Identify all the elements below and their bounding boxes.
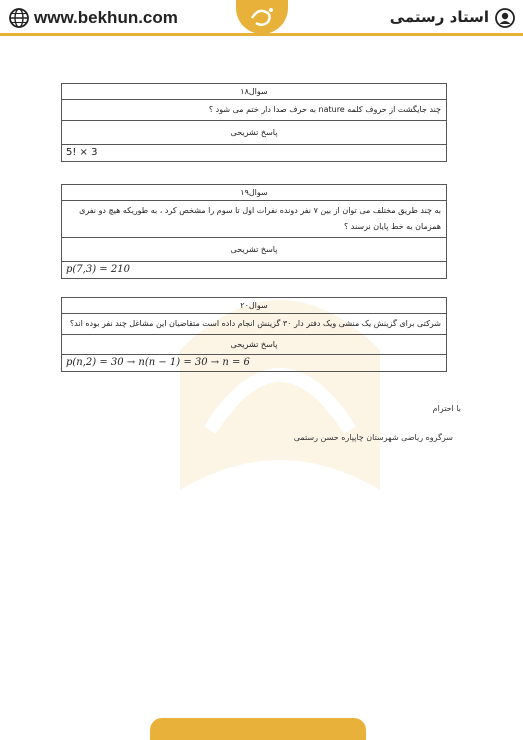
question-title: سوال۲۰ xyxy=(62,298,446,314)
logo-badge xyxy=(236,0,288,34)
answer-text: 5! × 3 xyxy=(66,147,98,158)
explanation-label: پاسخ تشریحی xyxy=(62,121,446,145)
explanation-label: پاسخ تشریحی xyxy=(62,335,446,355)
explanation-label: پاسخ تشریحی xyxy=(62,238,446,262)
author-title: استاد رستمی xyxy=(389,8,489,26)
answer-text: p(7,3) = 210 xyxy=(66,264,130,275)
answer-text: p(n,2) = 30 → n(n − 1) = 30 → n = 6 xyxy=(66,357,250,368)
closing-signature: سرگروه ریاضی شهرستان چاپپاره حسن رستمی xyxy=(293,433,453,442)
question-card-20 xyxy=(61,297,447,372)
page-header xyxy=(0,0,523,36)
question-text: چند جایگشت از حروف کلمه nature به حرف صدا دار ختم می شود ؟ xyxy=(62,100,446,121)
site-url[interactable]: www.bekhun.com xyxy=(34,8,178,27)
question-title: سوال۱۹ xyxy=(62,185,446,201)
question-text: به چند طریق مختلف می توان از بین ۷ نفر دونده نفرات اول تا سوم را مشخص کرد ، به طوریکه هیچ دو نفری همزمان به خط پایان نرسند ؟ xyxy=(62,201,446,238)
globe-icon xyxy=(9,8,29,28)
logo-mark-icon xyxy=(236,0,288,34)
question-text: شرکتی برای گزینش یک منشی ویک دفتر دار ۳۰ گزینش انجام داده است متقاضیان این مشاغل چند نفر بوده اند؟ xyxy=(62,314,446,335)
closing-greeting: با احترام xyxy=(432,404,461,413)
footer-strip xyxy=(150,718,366,740)
header-rule xyxy=(0,33,523,36)
question-title: سوال۱۸ xyxy=(62,84,446,100)
question-card-19 xyxy=(61,184,447,279)
question-card-18 xyxy=(61,83,447,162)
user-icon xyxy=(495,8,515,28)
